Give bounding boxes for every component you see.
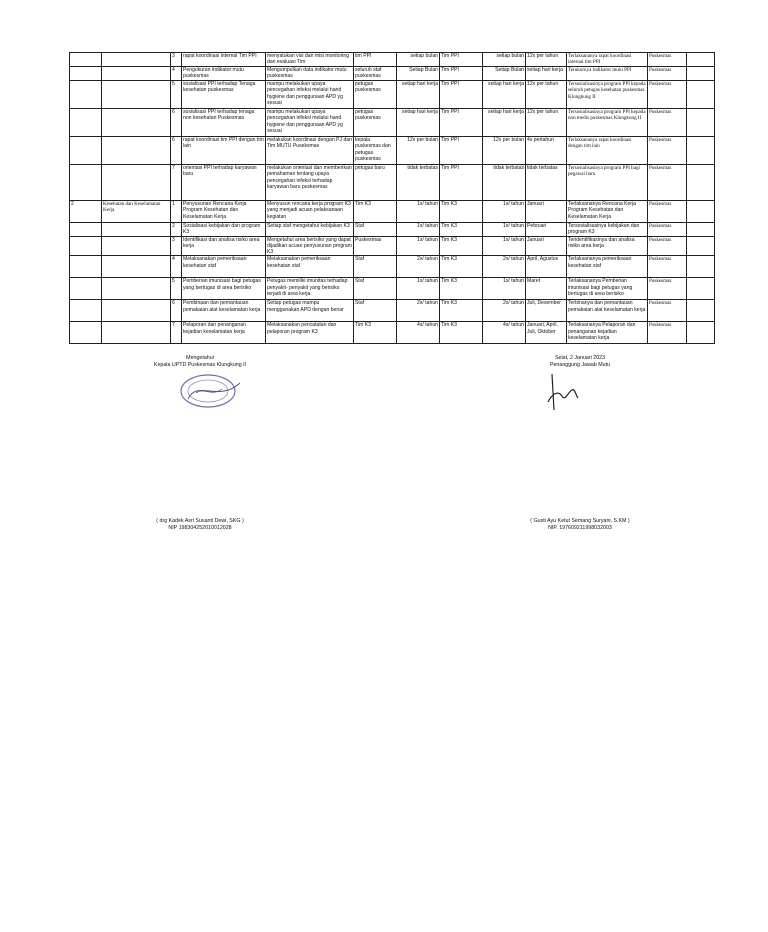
section-name-cell: [102, 109, 171, 137]
frequency-realization-cell: 1x/ tahun: [483, 278, 526, 300]
target-cell: Staf: [354, 300, 397, 322]
output-cell: Terukurnya indikator mutu PPI: [567, 67, 648, 81]
table-row: [70, 165, 715, 201]
description-cell: Mengumpulkan data indikator mutu puskesmas: [266, 67, 354, 81]
target-cell: Tim K3: [354, 322, 397, 344]
target-cell: petugas baru: [354, 165, 397, 201]
notes-cell: [687, 53, 715, 67]
target-cell: Staf: [354, 256, 397, 278]
signatory-right: [500, 518, 660, 532]
target-cell: petugas puskesmas: [354, 81, 397, 109]
target-cell: Staf: [354, 278, 397, 300]
section-number-cell: [70, 322, 102, 344]
frequency-realization-cell: 12x per bulan: [483, 137, 526, 165]
frequency-realization-cell: 4x/ tahun: [483, 322, 526, 344]
frequency-cell: 1x/ tahun: [397, 201, 440, 223]
activity-cell: Pembinaan dan pemantauan pemakaian alat keselamatan kerja: [182, 300, 266, 322]
schedule-cell: 12x per tahun: [526, 109, 567, 137]
section-number-cell: [70, 137, 102, 165]
item-number-cell: 6: [171, 109, 182, 137]
frequency-cell: setiap hari kerja: [397, 81, 440, 109]
schedule-cell: tidak terbatas: [526, 165, 567, 201]
location-cell: Puskesmas: [648, 201, 687, 223]
frequency-realization-cell: setiap hari kerja: [483, 81, 526, 109]
output-cell: Terlaksananya Pemberian imunisasi bagi petugas yang bertugas di area berisiko: [567, 278, 648, 300]
output-cell: Terbinanya dan pemantauan pemakaian alat keselamatan kerja: [567, 300, 648, 322]
activity-cell: rapat koordinasi tim PPI dengan tim lain: [182, 137, 266, 165]
item-number-cell: 7: [171, 165, 182, 201]
frequency-realization-cell: 1x/ tahun: [483, 201, 526, 223]
schedule-cell: 4x pertahun: [526, 137, 567, 165]
frequency-cell: 1x/ tahun: [397, 236, 440, 256]
activity-cell: Pengukuran indikator mutu puskesmas: [182, 67, 266, 81]
activity-cell: Melaksanakan pemeriksaan kesehatan staf: [182, 256, 266, 278]
table-row: [70, 109, 715, 137]
head-name: ( drg Kadek Asri Susanti Dewi, SKG ): [156, 518, 244, 524]
official-stamp: [178, 369, 248, 413]
activity-cell: Identifikasi dan analisa risiko area kerja: [182, 236, 266, 256]
notes-cell: [687, 201, 715, 223]
output-cell: Terlaksananya rapat koordinasi dengan tim lain: [567, 137, 648, 165]
frequency-cell: 4x/ tahun: [397, 322, 440, 344]
description-cell: Mengetahui area berisiko yang dapat dijadikan acuan penyusunan program K3: [267, 236, 352, 256]
signature-block-left: [120, 355, 280, 369]
program-plan-table: [69, 52, 715, 344]
description-cell: mampu melakukan upaya pencegahan infeksi melalui hand hygiene dan penggunaan APD yg sesuai: [266, 109, 354, 137]
pic-cell: Tim K3: [440, 300, 483, 322]
location-cell: Puskesmas: [648, 322, 687, 344]
section-name-cell: [102, 137, 171, 165]
description-cell: melakukan orientasi dan memberikan pemahaman tentang upaya pencegahan infeksi terhadap karyawan baru puskesmas: [266, 165, 354, 201]
pic-cell: Tim K3: [440, 322, 483, 344]
location-cell: Puskesmas: [648, 300, 687, 322]
output-cell: Tersosialisasinya program PPI bagi pegawai baru: [567, 165, 648, 201]
pic-cell: Tim PPI: [440, 109, 483, 137]
section-name-cell: [102, 53, 171, 67]
location-cell: Puskesmas: [648, 67, 687, 81]
pic-name: ( Gusti Ayu Ketut Semang Suryani, S.KM ): [530, 518, 630, 524]
frequency-cell: 1x/ tahun: [397, 223, 440, 237]
schedule-cell: 12x per tahun: [526, 53, 567, 67]
section-name-cell: [102, 223, 171, 237]
frequency-cell: Setiap Bulan: [397, 67, 440, 81]
activity-cell: Sosialisasi kebijakan dan program K3: [182, 223, 266, 237]
item-number-cell: 6: [171, 137, 182, 165]
table-row: [70, 278, 715, 300]
notes-cell: [687, 81, 715, 109]
table-row: [70, 81, 715, 109]
target-cell: seluruh staf puskesmas: [354, 67, 397, 81]
location-cell: Puskesmas: [648, 137, 687, 165]
target-cell: Staf: [354, 223, 397, 237]
pic-cell: Tim PPI: [440, 53, 483, 67]
output-cell: Tersosialisasinya program PPI kepada seluruh petugas kesehatan puskesmas Klungkung II: [567, 81, 648, 109]
schedule-cell: Januari, April, Juli, Oktober: [526, 322, 567, 344]
pic-cell: Tim K3: [440, 236, 483, 256]
output-cell: Tersosialisasinya program PPI kepada non medis puskesmas Klungkung II: [567, 109, 648, 137]
head-nip: NIP 198304252010012028: [168, 525, 232, 531]
table-row: [70, 53, 715, 67]
activity-cell: Pelaporan dan penanganan kejadian keselamatan kerja: [182, 322, 266, 344]
notes-cell: [687, 300, 715, 322]
target-cell: Puskesmas: [354, 236, 397, 256]
section-number-cell: [70, 81, 102, 109]
head-title: Kepala UPTD Puskesmas Klungkung II: [153, 362, 247, 368]
section-name-cell: [102, 278, 171, 300]
target-cell: petugas puskesmas: [354, 109, 397, 137]
frequency-cell: 12x per bulan: [397, 137, 440, 165]
schedule-cell: Januari: [526, 201, 567, 223]
section-name-cell: [102, 300, 171, 322]
section-number-cell: [70, 256, 102, 278]
notes-cell: [687, 165, 715, 201]
output-cell: Tersosialisasinya kebijakan dan program K3: [567, 223, 648, 237]
item-number-cell: 4: [171, 256, 182, 278]
frequency-realization-cell: 1x/ tahun: [483, 236, 526, 256]
table-row: [70, 201, 715, 223]
place-date: Selat, 2 Januari 2023: [554, 355, 606, 361]
frequency-realization-cell: tidak terbatas: [483, 165, 526, 201]
activity-cell: sosialisasi PPI terhadap tenaga non kesehatan Puskesmas: [182, 109, 266, 137]
section-number-cell: [70, 278, 102, 300]
section-name-cell: [102, 67, 171, 81]
frequency-cell: 2x/ tahun: [397, 300, 440, 322]
section-number-cell: 2: [70, 201, 102, 223]
location-cell: Puskesmas: [648, 256, 687, 278]
location-cell: Puskesmas: [648, 236, 687, 256]
schedule-cell: April, Agustus: [526, 256, 567, 278]
frequency-cell: setiap hari kerja: [397, 109, 440, 137]
signatory-left: [120, 518, 280, 532]
section-name-cell: [102, 322, 171, 344]
notes-cell: [687, 278, 715, 300]
frequency-cell: 2x/ tahun: [397, 256, 440, 278]
signature-block-right: [500, 355, 660, 369]
activity-cell: Pemberian imunisasi bagi petugas yang bertugas di area berisiko: [182, 278, 266, 300]
output-cell: Terlaksananya Pelaporan dan penanganan kejadian keselamatan kerja: [567, 322, 648, 344]
section-number-cell: [70, 67, 102, 81]
frequency-realization-cell: 2x/ tahun: [483, 256, 526, 278]
pic-cell: Tim PPI: [440, 137, 483, 165]
location-cell: Puskesmas: [648, 223, 687, 237]
notes-cell: [687, 109, 715, 137]
item-number-cell: 1: [171, 201, 182, 223]
section-number-cell: [70, 109, 102, 137]
frequency-realization-cell: setiap bulan: [483, 53, 526, 67]
notes-cell: [687, 322, 715, 344]
item-number-cell: 4: [171, 67, 182, 81]
description-cell: Melaksanakan pemeriksaan kesehatan staf: [266, 256, 354, 278]
pic-cell: Tim K3: [440, 256, 483, 278]
notes-cell: [687, 256, 715, 278]
notes-cell: [687, 236, 715, 256]
activity-cell: sosialisasi PPI terhadap Tenaga kesehatan puskesmas: [182, 81, 266, 109]
section-name-cell: [102, 236, 171, 256]
description-cell: Menyusun rencana kerja program K3 yang menjadi acuan pelaksanaan kegiatan: [266, 201, 354, 223]
section-number-cell: [70, 236, 102, 256]
target-cell: tim PPI: [354, 53, 397, 67]
frequency-realization-cell: 1x/ tahun: [483, 223, 526, 237]
frequency-cell: tidak terbatas: [397, 165, 440, 201]
location-cell: Puskesmas: [648, 53, 687, 67]
section-number-cell: [70, 165, 102, 201]
section-number-cell: [70, 300, 102, 322]
frequency-cell: setiap bulan: [397, 53, 440, 67]
frequency-cell: 1x/ tahun: [397, 278, 440, 300]
table-row: [70, 236, 715, 256]
description-cell: menyatukan visi dan misi monitoring dan evaluasi Tim: [266, 53, 354, 67]
notes-cell: [687, 67, 715, 81]
schedule-cell: Pebruari: [526, 223, 567, 237]
schedule-cell: Maret: [526, 278, 567, 300]
location-cell: Puskesmas: [648, 81, 687, 109]
section-name-cell: [102, 256, 171, 278]
description-cell: Setiap petugas mampu menggunakan APD dengan benar: [266, 300, 354, 322]
item-number-cell: 6: [171, 300, 182, 322]
pic-cell: Tim PPI: [440, 67, 483, 81]
notes-cell: [687, 137, 715, 165]
description-cell: Petugas memiliki imunitas terhadap penyakit- penyakit yang berisiko terjadi di area kerja: [266, 278, 354, 300]
location-cell: Puskesmas: [648, 165, 687, 201]
table-row: [70, 67, 715, 81]
handwritten-signature: [538, 372, 588, 412]
table-row: [70, 300, 715, 322]
item-number-cell: 3: [171, 236, 182, 256]
pic-cell: Tim PPI: [440, 81, 483, 109]
table-row: [70, 256, 715, 278]
target-cell: kepala puskesmas dan petugas puskesmas: [354, 137, 397, 165]
output-cell: Terlaksananya Rencana Kerja Program Kesehatan dan Keselamatan Kerja: [567, 201, 648, 223]
item-number-cell: 3: [171, 53, 182, 67]
item-number-cell: 2: [171, 223, 182, 237]
activity-cell: Penyusunan Rencana Kerja Program Kesehatan dan Keselamatan Kerja: [182, 201, 266, 223]
section-name-cell: [102, 165, 171, 201]
section-number-cell: [70, 223, 102, 237]
pic-cell: Tim PPI: [440, 165, 483, 201]
section-name-cell: Kesehatan dan Keselamatan Kerja: [102, 201, 171, 223]
pic-nip: NIP. 197609211998032003: [548, 525, 612, 531]
output-cell: Terlaksananya pemeriksaan kesehatan staf: [567, 256, 648, 278]
activity-cell: orientasi PPI terhadap karyawan baru: [182, 165, 266, 201]
description-cell: mampu melakukan upaya pencegahan infeksi melalui hand hygiene dan penggunaan APD yg sesuai: [266, 81, 354, 109]
schedule-cell: setiap hari kerja: [526, 67, 567, 81]
acknowledge-label: Mengetahui: [186, 355, 214, 361]
section-number-cell: [70, 53, 102, 67]
activity-cell: rapat koordinasi internal Tim PPI: [182, 53, 266, 67]
pic-cell: Tim K3: [440, 201, 483, 223]
item-number-cell: 5: [171, 278, 182, 300]
output-cell: Terlaksananya rapat koordinasi internal tim PPI: [567, 53, 648, 67]
item-number-cell: 7: [171, 322, 182, 344]
schedule-cell: 12x per tahun: [526, 81, 567, 109]
description-cell: melakukan koordinasi dengan PJ dan Tim MUTU Puseksmas: [266, 137, 354, 165]
schedule-cell: Januari: [526, 236, 567, 256]
output-cell: Teridentifikasinya dan analisa risiko area kerja: [567, 236, 648, 256]
description-cell: Melaksanakan pencatatan dan pelaporan program K3: [266, 322, 354, 344]
table-row: [70, 137, 715, 165]
frequency-realization-cell: 2x/ tahun: [483, 300, 526, 322]
pic-title: Penanggung Jawab Mutu: [549, 362, 611, 368]
target-cell: Tim K3: [354, 201, 397, 223]
location-cell: Puskesmas: [648, 278, 687, 300]
table-row: [70, 322, 715, 344]
location-cell: Puskesmas: [648, 109, 687, 137]
pic-cell: Tim K3: [440, 223, 483, 237]
description-cell: Setiap staf mengetahui kebijakan K3: [266, 223, 354, 237]
frequency-realization-cell: setiap hari kerja: [483, 109, 526, 137]
item-number-cell: 5: [171, 81, 182, 109]
frequency-realization-cell: Setiap Bulan: [483, 67, 526, 81]
schedule-cell: Juli, Desember: [526, 300, 567, 322]
pic-cell: Tim K3: [440, 278, 483, 300]
table-row: [70, 223, 715, 237]
section-name-cell: [102, 81, 171, 109]
notes-cell: [687, 223, 715, 237]
